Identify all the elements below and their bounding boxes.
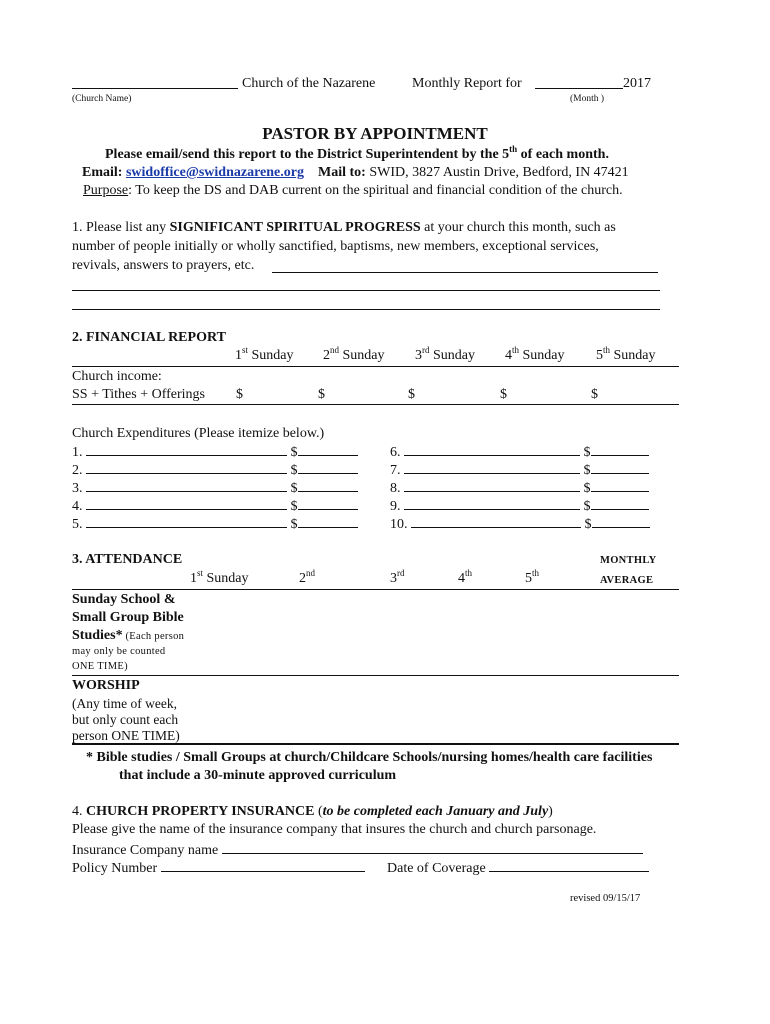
revised-date: revised 09/15/17: [570, 893, 641, 904]
mail-label: Mail to:: [317, 165, 366, 180]
section1-line1: 1. Please list any SIGNIFICANT SPIRITUAL PROGRESS at your church this month, such as: [72, 220, 616, 235]
section1-heading: SIGNIFICANT SPIRITUAL PROGRESS: [169, 220, 421, 235]
church-name-caption: (Church Name): [72, 94, 132, 104]
progress-input-line-1[interactable]: [272, 272, 658, 273]
expense-row-4[interactable]: 4. $: [72, 497, 358, 515]
expense-row-5[interactable]: 5. $: [72, 515, 358, 533]
financial-col-1: 1st Sunday: [235, 345, 294, 363]
coverage-date-field[interactable]: [489, 859, 649, 872]
mail-address: SWID, 3827 Austin Drive, Bedford, IN 47421: [369, 165, 629, 180]
ss-label-2: Small Group Bible: [72, 610, 184, 625]
month-field[interactable]: [535, 76, 623, 94]
purpose-label: Purpose: [83, 183, 129, 198]
insurance-heading-line: 4. CHURCH PROPERTY INSURANCE (to be completed each January and July): [72, 804, 553, 819]
coverage-date-label: Date of Coverage: [387, 861, 486, 876]
attendance-col-2: 2nd: [299, 568, 315, 586]
income-week-3[interactable]: $: [408, 387, 415, 402]
financial-header-rule: [72, 366, 679, 367]
average-label: AVERAGE: [600, 575, 654, 586]
progress-input-line-2[interactable]: [72, 290, 660, 291]
insurance-company-label: Insurance Company name: [72, 843, 219, 858]
church-label: Church of the Nazarene: [242, 76, 376, 91]
expense-row-9[interactable]: 9. $: [390, 497, 649, 515]
income-week-2[interactable]: $: [318, 387, 325, 402]
policy-row: [72, 859, 365, 877]
attendance-col-4: 4th: [458, 568, 473, 586]
expense-row-6[interactable]: 6. $: [390, 443, 649, 461]
financial-col-5: 5th Sunday: [596, 345, 656, 363]
policy-number-label: Policy Number: [72, 861, 158, 876]
ss-label-1: Sunday School &: [72, 592, 176, 607]
expense-row-10[interactable]: 10. $: [390, 515, 650, 533]
page-title: PASTOR BY APPOINTMENT: [262, 124, 488, 143]
progress-input-line-3[interactable]: [72, 309, 660, 310]
ss-note-3: ONE TIME): [72, 661, 128, 672]
expenditures-label: Church Expenditures (Please itemize below.): [72, 426, 325, 441]
monthly-label: Monthly Report for: [412, 76, 522, 91]
report-year: 2017: [623, 76, 651, 91]
month-caption: (Month ): [570, 94, 605, 104]
footnote-line-2: that include a 30-minute approved curriculum: [119, 768, 397, 783]
income-label: Church income:: [72, 369, 162, 384]
financial-col-3: 3rd Sunday: [415, 345, 475, 363]
income-week-5[interactable]: $: [591, 387, 598, 402]
insurance-instructions: Please give the name of the insurance company that insures the church and church parsonage.: [72, 822, 597, 837]
worship-label: WORSHIP: [72, 678, 140, 693]
attendance-heading: 3. ATTENDANCE: [72, 552, 183, 567]
income-rule: [72, 404, 679, 405]
expense-row-8[interactable]: 8. $: [390, 479, 649, 497]
footnote-line-1: * Bible studies / Small Groups at church/Childcare Schools/nursing homes/health care facilities: [86, 750, 653, 765]
ss-note-2: may only be counted: [72, 646, 166, 657]
insurance-heading: CHURCH PROPERTY INSURANCE: [86, 804, 315, 819]
income-sub-label: SS + Tithes + Offerings: [72, 387, 206, 402]
attendance-col-5: 5th: [525, 568, 540, 586]
purpose-text: : To keep the DS and DAB current on the spiritual and financial condition of the church.: [128, 183, 623, 198]
instruction-text: Please email/send this report to the District Superintendent by the 5: [105, 147, 510, 162]
coverage-row: [387, 859, 649, 877]
ss-row-rule: [72, 675, 679, 676]
insurance-company-row: [72, 841, 643, 859]
attendance-col-1: 1st Sunday: [190, 568, 249, 586]
attendance-col-3: 3rd: [390, 568, 405, 586]
income-week-4[interactable]: $: [500, 387, 507, 402]
policy-number-field[interactable]: [161, 859, 365, 872]
expense-row-1[interactable]: 1. $: [72, 443, 358, 461]
monthly-label: MONTHLY: [600, 555, 657, 566]
expense-row-3[interactable]: 3. $: [72, 479, 358, 497]
worship-row-rule: [72, 743, 679, 745]
ss-label-3: Studies* (Each person: [72, 628, 185, 643]
insurance-company-field[interactable]: [222, 841, 643, 854]
contact-line: [82, 165, 629, 181]
instruction-line: Please email/send this report to the District Superintendent by the 5th of each month.: [105, 144, 609, 162]
worship-note-3: person ONE TIME): [72, 728, 180, 743]
expense-row-7[interactable]: 7. $: [390, 461, 649, 479]
income-week-1[interactable]: $: [236, 387, 243, 402]
email-label: Email:: [82, 165, 123, 180]
worship-note-1: (Any time of week,: [72, 696, 177, 711]
worship-note-2: but only count each: [72, 712, 179, 727]
financial-col-4: 4th Sunday: [505, 345, 565, 363]
section1-line3: revivals, answers to prayers, etc.: [72, 258, 255, 273]
financial-col-2: 2nd Sunday: [323, 345, 385, 363]
expense-row-2[interactable]: 2. $: [72, 461, 358, 479]
insurance-note: to be completed each January and July: [322, 804, 549, 819]
church-name-field[interactable]: [72, 76, 238, 94]
purpose-line: [83, 183, 623, 199]
attendance-header-rule: [72, 589, 679, 590]
email-link[interactable]: swidoffice@swidnazarene.org: [125, 165, 304, 180]
section1-line2: number of people initially or wholly sanctified, baptisms, new members, exceptional services,: [72, 239, 599, 254]
financial-heading: 2. FINANCIAL REPORT: [72, 330, 226, 345]
